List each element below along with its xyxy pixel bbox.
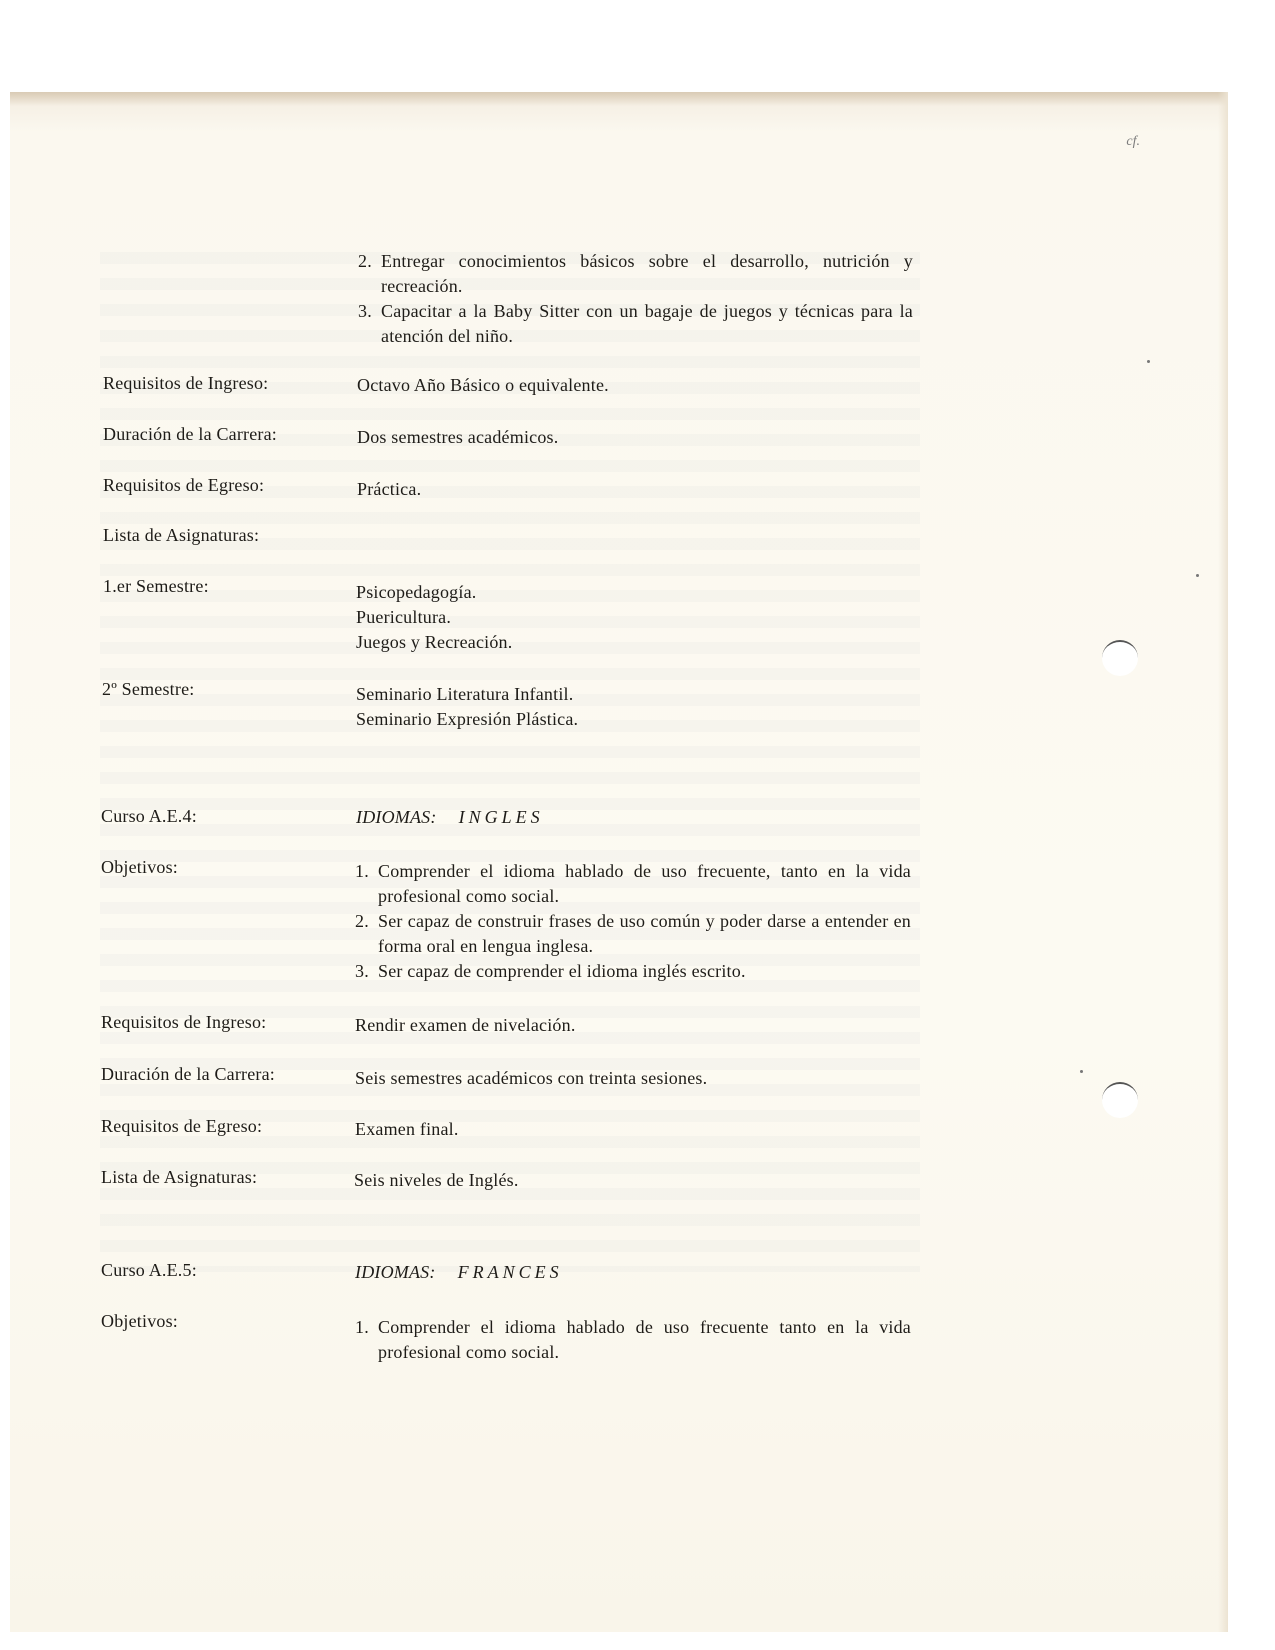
punch-hole-icon xyxy=(1102,640,1138,676)
semestre1-list xyxy=(356,580,512,655)
paper-top-edge xyxy=(10,92,1228,106)
requisitos-ingreso-label: Requisitos de Ingreso: xyxy=(103,373,269,393)
curso-ae5-label: Curso A.E.5: xyxy=(101,1260,197,1280)
ae5-objectives xyxy=(355,1315,911,1365)
curso-ae4-label: Curso A.E.4: xyxy=(101,806,197,826)
requisitos-ingreso-value: Octavo Año Básico o equivalente. xyxy=(357,375,609,395)
objective-item: 2. Entregar conocimientos básicos sobre el desarrollo, nutrición y recreación. xyxy=(358,251,913,296)
lista-asignaturas-value: Seis niveles de Inglés. xyxy=(354,1170,519,1190)
objective-item: 1. Comprender el idioma hablado de uso frecuente tanto en la vida profesional como social. xyxy=(355,1317,911,1362)
duracion-label: Duración de la Carrera: xyxy=(101,1064,276,1084)
semestre1-label: 1.er Semestre: xyxy=(103,576,209,596)
title-language: INGLES xyxy=(458,807,544,827)
objective-item: 1. Comprender el idioma hablado de uso frecuente, tanto en la vida profesional como social. xyxy=(355,861,911,906)
objective-item: 2. Ser capaz de construir frases de uso común y poder darse a entender en forma oral en lengua inglesa. xyxy=(355,911,911,956)
title-prefix: IDIOMAS: xyxy=(355,1262,436,1282)
semestre2-list xyxy=(356,682,578,732)
title-prefix: IDIOMAS: xyxy=(356,807,437,827)
title-language: FRANCES xyxy=(457,1262,563,1282)
requisitos-ingreso-label: Requisitos de Ingreso: xyxy=(101,1012,267,1032)
ae4-objectives xyxy=(355,859,911,984)
requisitos-egreso-label: Requisitos de Egreso: xyxy=(103,475,265,495)
list-item: Seminario Expresión Plástica. xyxy=(356,709,579,729)
speck-dot xyxy=(1147,360,1150,363)
paper-right-edge xyxy=(1218,92,1228,1632)
curso-ae5-title xyxy=(355,1260,563,1285)
requisitos-egreso-label: Requisitos de Egreso: xyxy=(101,1116,263,1136)
speck-dot xyxy=(1080,1070,1083,1073)
lista-asignaturas-label: Lista de Asignaturas: xyxy=(103,525,260,545)
curso-ae4-title xyxy=(356,805,544,830)
lista-asignaturas-label: Lista de Asignaturas: xyxy=(101,1167,258,1187)
semestre2-label: 2º Semestre: xyxy=(102,679,195,699)
objetivos-label: Objetivos: xyxy=(101,1311,178,1331)
speck-dot xyxy=(1196,574,1199,577)
list-item: Psicopedagogía. xyxy=(356,582,477,602)
duracion-label: Duración de la Carrera: xyxy=(103,424,278,444)
objective-item: 3. Capacitar a la Baby Sitter con un bagaje de juegos y técnicas para la atención del niño. xyxy=(358,301,913,346)
duracion-value: Dos semestres académicos. xyxy=(357,427,559,447)
requisitos-ingreso-value: Rendir examen de nivelación. xyxy=(355,1015,576,1035)
corner-mark: cf. xyxy=(1126,134,1140,149)
prev-objectives xyxy=(358,249,913,349)
list-item: Juegos y Recreación. xyxy=(356,632,513,652)
punch-hole-icon xyxy=(1102,1082,1138,1118)
duracion-value: Seis semestres académicos con treinta sesiones. xyxy=(355,1068,708,1088)
list-item: Seminario Literatura Infantil. xyxy=(356,684,574,704)
requisitos-egreso-value: Examen final. xyxy=(355,1119,459,1139)
requisitos-egreso-value: Práctica. xyxy=(357,479,422,499)
list-item: Puericultura. xyxy=(356,607,452,627)
objetivos-label: Objetivos: xyxy=(101,857,178,877)
objective-item: 3. Ser capaz de comprender el idioma inglés escrito. xyxy=(355,961,746,981)
